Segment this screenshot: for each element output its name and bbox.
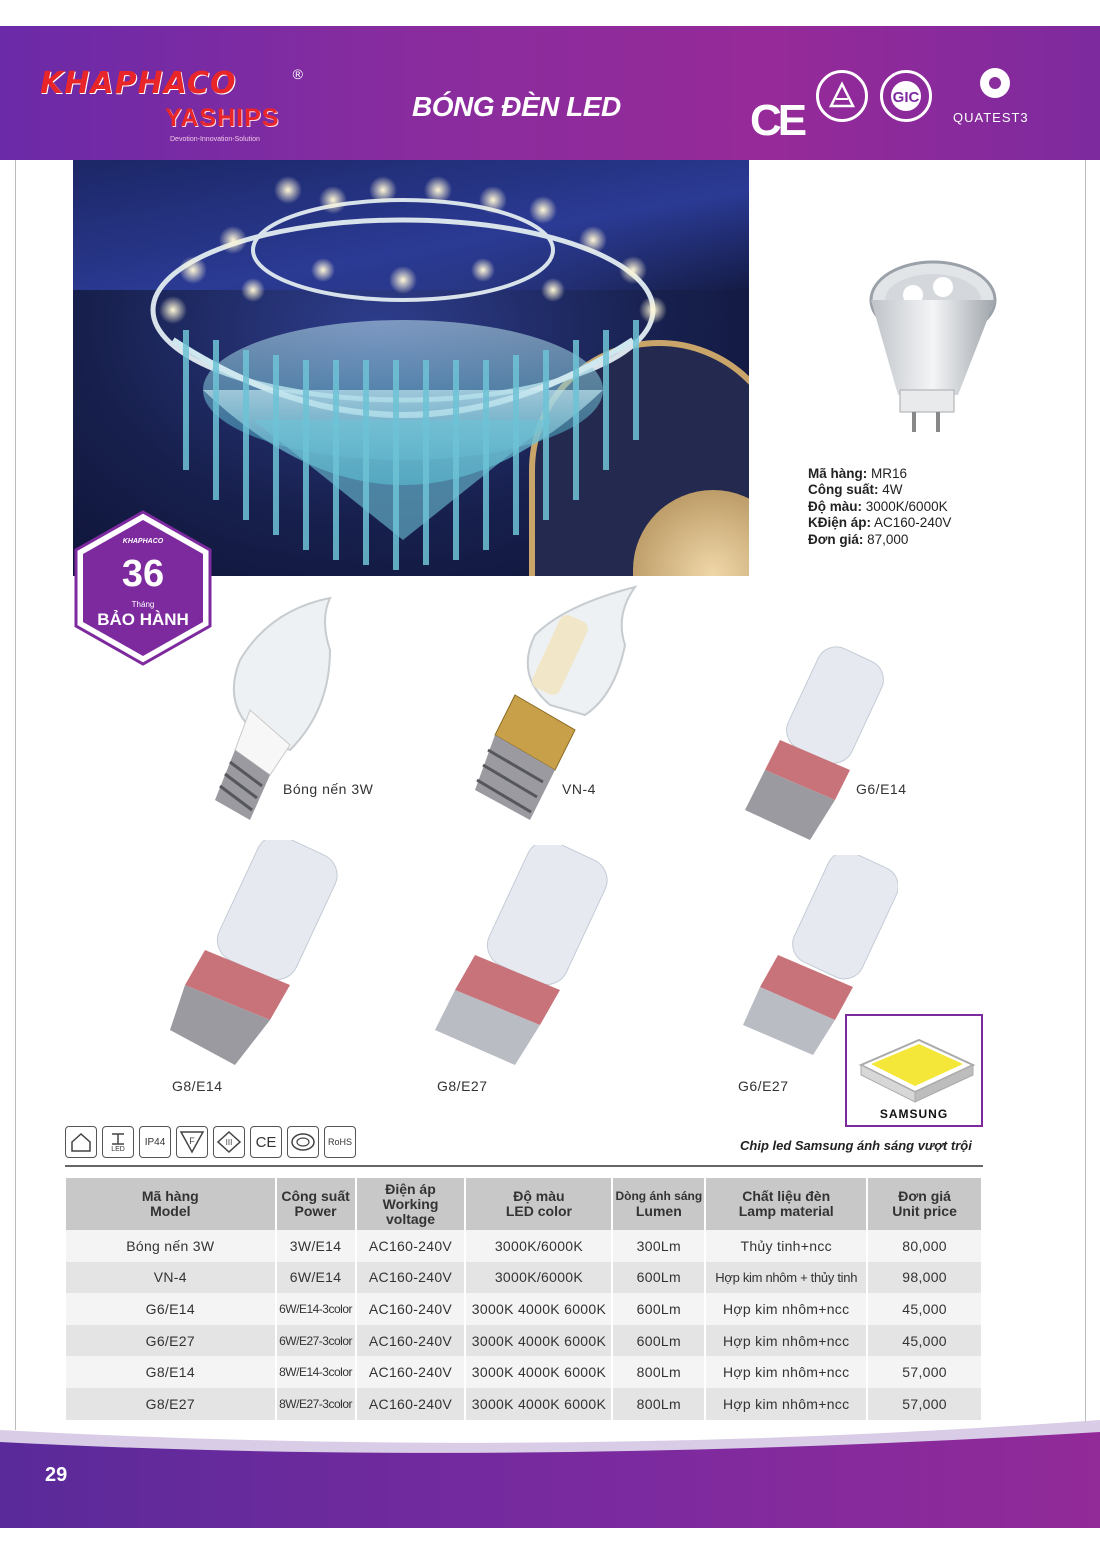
cell-power: 6W/E14-3color	[276, 1293, 356, 1325]
badge-number: 36	[121, 553, 165, 595]
cell-model: VN-4	[66, 1262, 276, 1294]
cell-lumen: 300Lm	[612, 1230, 705, 1262]
cell-voltage: AC160-240V	[356, 1325, 466, 1357]
cell-model: G6/E27	[66, 1325, 276, 1357]
spec-color-key: Độ màu:	[808, 498, 862, 514]
led-icon	[102, 1126, 134, 1158]
cell-price: 57,000	[867, 1356, 982, 1388]
vn4-bulb-image	[455, 585, 645, 830]
cell-power: 8W/E14-3color	[276, 1356, 356, 1388]
table-row	[66, 1262, 982, 1294]
class-iii-icon	[213, 1126, 245, 1158]
brand-tagline: Devotion-Innovation-Solution	[170, 136, 260, 143]
col-header-power: Công suất Power	[276, 1178, 356, 1230]
quatest-icon	[980, 68, 1010, 98]
cell-material: Thủy tinh+ncc	[705, 1230, 867, 1262]
registered-mark: ®	[292, 66, 303, 82]
product-label-g6-e27: G6/E27	[738, 1078, 789, 1094]
cell-model: G8/E14	[66, 1356, 276, 1388]
cell-color: 3000K/6000K	[465, 1262, 612, 1294]
cell-lumen: 600Lm	[612, 1293, 705, 1325]
spec-table	[66, 1178, 983, 1420]
badge-unit: Tháng	[131, 600, 155, 609]
product-label-candle: Bóng nến 3W	[283, 781, 374, 797]
samsung-label: SAMSUNG	[879, 1107, 949, 1121]
cell-material: Hợp kim nhôm + thủy tinh	[705, 1262, 867, 1294]
cell-voltage: AC160-240V	[356, 1230, 466, 1262]
ce-cert-icon: CE	[750, 96, 804, 145]
right-border	[1085, 160, 1086, 1430]
g8-e14-bulb-image	[165, 840, 345, 1065]
badge-label: BẢO HÀNH	[97, 610, 189, 629]
cell-power: 6W/E14	[276, 1262, 356, 1294]
cell-price: 45,000	[867, 1293, 982, 1325]
led-icon-label: LED	[111, 1145, 125, 1153]
cell-voltage: AC160-240V	[356, 1388, 466, 1420]
col-header-model: Mã hàng Model	[66, 1178, 276, 1230]
col-header-price: Đơn giá Unit price	[867, 1178, 982, 1230]
table-header-row	[66, 1178, 982, 1230]
cell-voltage: AC160-240V	[356, 1262, 466, 1294]
table-row	[66, 1356, 982, 1388]
cell-material: Hợp kim nhôm+ncc	[705, 1325, 867, 1357]
product-label-vn4: VN-4	[562, 781, 596, 797]
cell-price: 98,000	[867, 1262, 982, 1294]
footer-band	[0, 1420, 1100, 1555]
cell-color: 3000K 4000K 6000K	[465, 1356, 612, 1388]
cell-lumen: 600Lm	[612, 1325, 705, 1357]
spec-power: 4W	[882, 482, 903, 498]
cell-voltage: AC160-240V	[356, 1293, 466, 1325]
ip44-icon: IP44	[139, 1126, 171, 1158]
cell-model: G6/E14	[66, 1293, 276, 1325]
ccc-icon	[287, 1126, 319, 1158]
f-mark-label: F	[189, 1136, 195, 1146]
spec-voltage-key: KĐiện áp:	[808, 515, 872, 531]
cell-price: 80,000	[867, 1230, 982, 1262]
mr16-spec	[808, 466, 951, 548]
brand-name: KHAPHACO	[40, 66, 237, 101]
cell-material: Hợp kim nhôm+ncc	[705, 1293, 867, 1325]
spec-power-key: Công suất:	[808, 482, 879, 498]
spec-model: MR16	[871, 466, 908, 481]
g6-e14-bulb-image	[740, 640, 910, 840]
f-mark-icon	[176, 1126, 208, 1158]
table-body	[66, 1230, 982, 1420]
cell-power: 3W/E14	[276, 1230, 356, 1262]
spec-price-key: Đơn giá:	[808, 531, 864, 547]
cell-voltage: AC160-240V	[356, 1356, 466, 1388]
certification-icons	[65, 1126, 356, 1158]
spec-voltage: AC160-240V	[874, 515, 952, 531]
cell-price: 45,000	[867, 1325, 982, 1357]
product-label-g8-e27: G8/E27	[437, 1078, 488, 1094]
spec-model-key: Mã hàng:	[808, 466, 868, 481]
table-row	[66, 1388, 982, 1420]
cell-power: 6W/E27-3color	[276, 1325, 356, 1357]
cell-color: 3000K 4000K 6000K	[465, 1388, 612, 1420]
divider-line	[65, 1165, 983, 1167]
left-border	[15, 160, 16, 1430]
mr16-bulb-image	[838, 255, 1008, 445]
col-header-material: Chất liệu đèn Lamp material	[705, 1178, 867, 1230]
cell-price: 57,000	[867, 1388, 982, 1420]
quatest-label: QUATEST3	[953, 110, 1029, 125]
quacert-icon	[816, 70, 868, 122]
gic-cert-icon	[880, 70, 932, 122]
page-title: BÓNG ĐÈN LED	[412, 91, 621, 122]
brand-sub-name: YASHIPS	[165, 104, 280, 132]
cell-color: 3000K 4000K 6000K	[465, 1325, 612, 1357]
product-label-g8-e14: G8/E14	[172, 1078, 223, 1094]
indoor-icon	[65, 1126, 97, 1158]
product-label-g6-e14: G6/E14	[856, 781, 907, 797]
cell-lumen: 600Lm	[612, 1262, 705, 1294]
table-row	[66, 1325, 982, 1357]
header-banner	[0, 26, 1100, 160]
spec-color: 3000K/6000K	[865, 498, 948, 514]
cell-material: Hợp kim nhôm+ncc	[705, 1388, 867, 1420]
col-header-color: Độ màu LED color	[465, 1178, 612, 1230]
rohs-icon: RoHS	[324, 1126, 356, 1158]
cell-color: 3000K/6000K	[465, 1230, 612, 1262]
led-chip-icon	[849, 1020, 983, 1105]
class-iii-label: III	[225, 1138, 233, 1147]
cell-material: Hợp kim nhôm+ncc	[705, 1356, 867, 1388]
g8-e27-bulb-image	[430, 845, 615, 1070]
col-header-lumen: Dòng ánh sáng Lumen	[612, 1178, 705, 1230]
ce-icon: CE	[250, 1126, 282, 1158]
badge-logo: KHAPHACO	[122, 538, 164, 545]
cell-model: G8/E27	[66, 1388, 276, 1420]
svg-text:GIC: GIC	[892, 89, 920, 106]
cell-lumen: 800Lm	[612, 1388, 705, 1420]
cell-model: Bóng nến 3W	[66, 1230, 276, 1262]
page-number: 29	[45, 1464, 68, 1486]
table-row	[66, 1230, 982, 1262]
cell-lumen: 800Lm	[612, 1356, 705, 1388]
chip-caption: Chip led Samsung ánh sáng vượt trội	[740, 1138, 972, 1153]
samsung-chip-box	[845, 1014, 983, 1127]
cell-color: 3000K 4000K 6000K	[465, 1293, 612, 1325]
cell-power: 8W/E27-3color	[276, 1388, 356, 1420]
spec-price: 87,000	[867, 531, 909, 547]
col-header-voltage: Điện áp Working voltage	[356, 1178, 466, 1230]
brand-logo[interactable]	[40, 66, 305, 143]
table-row	[66, 1293, 982, 1325]
